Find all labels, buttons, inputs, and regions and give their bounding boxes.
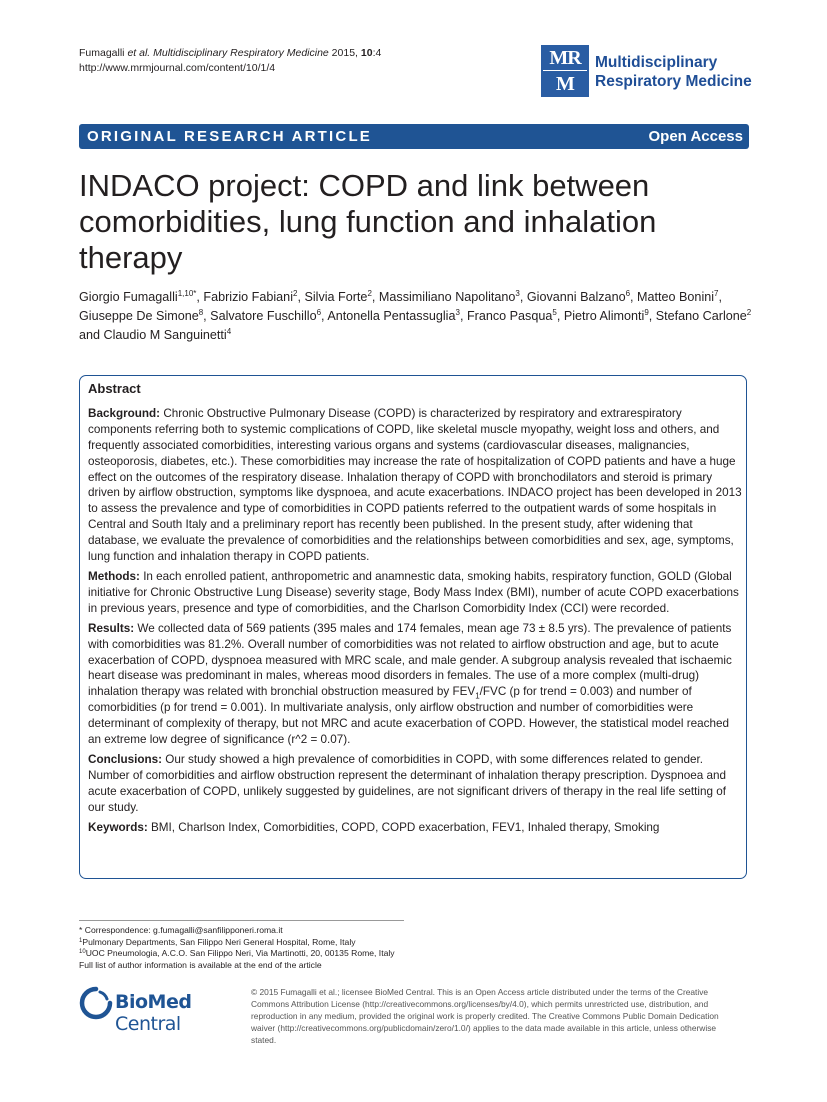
author-name: Matteo Bonini — [637, 290, 715, 304]
author-affiliation-marker: 4 — [226, 327, 232, 336]
citation-header — [79, 46, 381, 76]
citation-issue: :4 — [372, 47, 382, 59]
journal-name-line1: Multidisciplinary — [595, 54, 718, 71]
mrm-logo-icon — [541, 45, 589, 97]
results-text-a: We collected data of 569 patients (395 males and 174 females, mean age 73 ± 8.5 yrs). The prevalence of patients with comorbidities was 81.2%. Overall number of comorbidities was not related to airflow obstruction and age, but to acute exacerbation of COPD, dyspnoea measured with MRC scale, and male gender. A subgroup analysis revealed that ischaemic heart disease was predominant in males, whereas mood disorders in females. The use of a more complex (multi-drug) inhalation therapy was related with bronchial obstruction measured by FEV — [88, 621, 732, 699]
journal-logo — [541, 45, 753, 97]
biomed-central-name — [115, 991, 249, 1035]
author-name: Giovanni Balzano — [526, 290, 626, 304]
citation-line — [79, 46, 381, 61]
abstract-heading: Abstract — [88, 381, 141, 396]
author-affiliation-marker: 6 — [625, 289, 631, 298]
author-affiliation-marker: 5 — [552, 308, 557, 317]
background-text: Chronic Obstructive Pulmonary Disease (COPD) is characterized by respiratory and extrarespiratory components referring both to systemic complications of COPD, like skeletal muscle myopathy, weight loss and others, and frequently associated comorbidities, interesting various organs and systems (cardiovascular diseases, malignancies, osteoporosis, diabetes, etc.). These comorbidities may increase the rate of hospitalization of COPD patients and have a huge effect on the outcomes of the respiratory disease. Inhalation therapy of COPD with bronchodilators and steroid is primary driven by airflow obstruction, symptoms like dyspnoea, and acute exacerbations. INDACO project has been developed in 2013 to assess the prevalence and type of comorbidities in COPD patients referred to the outpatient wards of some hospitals in Central and South Italy and a preliminary report has recently been published. In the present study, after widening that database, we evaluate the prevalence of comorbidities and the relationships between comorbidities and sex, age, symptoms, lung function and inhalation therapy in COPD patients. — [88, 406, 742, 564]
results-label: Results: — [88, 621, 135, 635]
author-name: Franco Pasqua — [466, 309, 553, 323]
citation-volume: 10 — [360, 47, 373, 59]
author-name: Silvia Forte — [304, 290, 368, 304]
author-name: Stefano Carlone — [655, 309, 747, 323]
journal-name — [595, 53, 752, 91]
citation-etal: et al. — [127, 47, 151, 59]
affiliation-10-marker: 10 — [79, 949, 86, 956]
article-title: INDACO project: COPD and link between comorbidities, lung function and inhalation therapy — [79, 168, 657, 275]
license-statement: © 2015 Fumagalli et al.; licensee BioMed Central. This is an Open Access article distributed under the terms of the Creative Commons Attribution License (http://creativecommons.org/licenses/by/4.0), which permits unrestricted use, distribution, and reproduction in any medium, provided the original work is properly credited. The Creative Commons Public Domain Dedication waiver (http://creativecommons.org/publicdomain/zero/1.0/) applies to the data made available in this article, unless otherwise stated. — [251, 987, 719, 1045]
affiliation-1 — [79, 937, 395, 949]
author-affiliation-marker: 1,10* — [177, 289, 197, 298]
affiliation-10 — [79, 948, 395, 960]
affiliation-10-text: UOC Pneumologia, A.C.O. San Filippo Neri, Via Martinotti, 20, 00135 Rome, Italy — [85, 948, 395, 959]
author-affiliation-marker: 2 — [746, 308, 752, 317]
author-name: Pietro Alimonti — [563, 309, 645, 323]
conclusions-label: Conclusions: — [88, 752, 163, 766]
author-name: Fabrizio Fabiani — [203, 290, 293, 304]
citation-year: 2015, — [328, 47, 361, 59]
author-name: Claudio M Sanguinetti — [103, 328, 227, 342]
footnotes — [79, 925, 395, 971]
article-type-banner — [79, 124, 749, 149]
author-name: Giuseppe De Simone — [79, 309, 199, 323]
author-name: Massimiliano Napolitano — [378, 290, 516, 304]
citation-author: Fumagalli — [79, 47, 128, 59]
author-affiliation-marker: 2 — [367, 289, 372, 298]
author-affiliation-marker: 9 — [644, 308, 649, 317]
methods-label: Methods: — [88, 569, 140, 583]
author-name: Antonella Pentassuglia — [327, 309, 456, 323]
abstract-conclusions — [88, 752, 742, 816]
author-affiliation-marker: 6 — [316, 308, 322, 317]
publisher-name-light: Central — [115, 1013, 181, 1035]
abstract-box — [79, 375, 747, 879]
full-list-note: Full list of author information is available at the end of the article — [79, 959, 322, 970]
author-name: Giorgio Fumagalli — [79, 290, 178, 304]
article-url[interactable]: http://www.mrmjournal.com/content/10/1/4 — [79, 62, 276, 74]
background-label: Background: — [88, 406, 161, 420]
publisher-name-bold: BioMed — [115, 991, 192, 1013]
abstract-background — [88, 406, 742, 565]
journal-name-line2: Respiratory Medicine — [595, 73, 752, 90]
open-access-label: Open Access — [648, 128, 743, 145]
citation-journal: Multidisciplinary Respiratory Medicine — [150, 47, 329, 59]
logo-bottom-letter: M — [556, 73, 574, 95]
results-text-b: /FVC (p for trend = 0.003) and number of comorbidities (p for trend = 0.001). In multivariate analysis, only airflow obstruction and number of comorbidities were determinant of complexity of therapy, but not MRC and acute exacerbation of COPD. However, the statistical model reached an extreme low degree of significance (r^2 = 0.07). — [88, 685, 729, 747]
affiliation-1-marker: 1 — [79, 937, 83, 944]
results-subscript: 1 — [475, 691, 480, 701]
author-affiliation-marker: 8 — [198, 308, 204, 317]
author-list: Giorgio Fumagalli$^{1,10*}$, Fabrizio Fabiani$^2$, Silvia Forte$^2$, Massimiliano Napolitano$^3$, Giovanni Balzano$^6$, Matteo Bonini$^7$, Giuseppe De Simone$^8$, Salvatore Fuschillo$^6$, Antonella Pentassuglia$^3$, Franco Pasqua$^5$, Pietro Alimonti$^9$, Stefano Carlone$^2$ and Claudio M Sanguinetti$^4$ — [79, 289, 752, 342]
author-name: Salvatore Fuschillo — [210, 309, 317, 323]
keywords-label: Keywords: — [88, 820, 148, 834]
author-affiliation-marker: 3 — [515, 289, 520, 298]
correspondence-note[interactable]: * Correspondence: g.fumagalli@sanfilipponeri.roma.it — [79, 925, 283, 935]
methods-text: In each enrolled patient, anthropometric and anamnestic data, smoking habits, respiratory function, GOLD (Global initiative for Chronic Obstructive Lung Disease) severity stage, Body Mass Index (BMI), number of acute COPD exacerbations in previous years, presence and type of comorbidities, and the Charlson Comorbidity Index (CCI) were recorded. — [88, 569, 739, 615]
biomed-central-logo — [79, 986, 249, 1035]
logo-top-letters: MR — [549, 47, 581, 69]
biomed-circle-icon — [79, 986, 113, 1020]
author-affiliation-marker: 2 — [293, 289, 298, 298]
abstract-keywords — [88, 820, 742, 836]
abstract-results — [88, 621, 742, 748]
keywords-text: BMI, Charlson Index, Comorbidities, COPD, COPD exacerbation, FEV1, Inhaled therapy, Smoking — [151, 820, 660, 834]
author-affiliation-marker: 7 — [714, 289, 719, 298]
conclusions-text: Our study showed a high prevalence of comorbidities in COPD, with some differences related to gender. Number of comorbidities and airflow obstruction represent the determinant of inhalation therapy prescription. Dyspnoea and acute exacerbation of COPD, unlikely suggested by guidelines, are not significant drivers of therapy in the real life setting of our study. — [88, 752, 726, 814]
author-affiliation-marker: 3 — [455, 308, 460, 317]
article-type: ORIGINAL RESEARCH ARTICLE — [87, 128, 373, 145]
affiliation-1-text: Pulmonary Departments, San Filippo Neri General Hospital, Rome, Italy — [82, 936, 356, 947]
footnote-divider — [79, 920, 404, 921]
abstract-methods — [88, 569, 742, 617]
